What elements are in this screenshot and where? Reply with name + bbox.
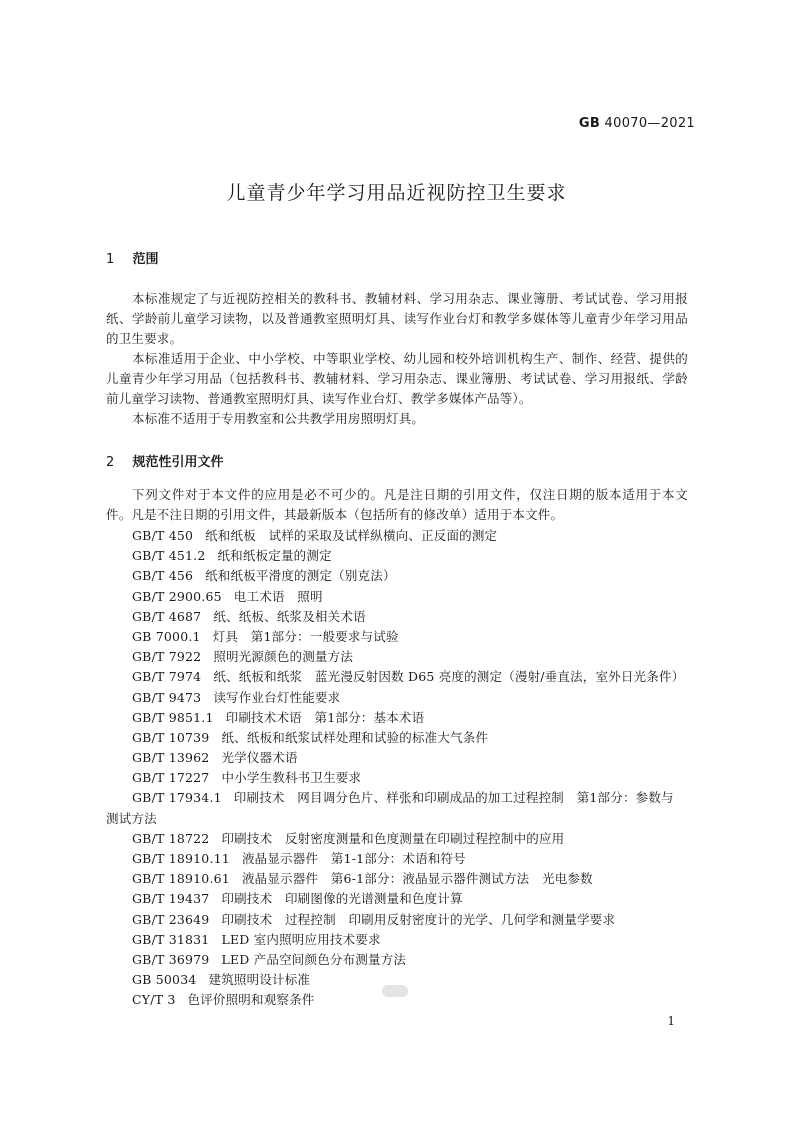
reference-title: 灯具 第1部分：一般要求与试验 <box>212 628 399 644</box>
reference-item <box>106 829 706 849</box>
reference-item-continuation <box>106 809 706 829</box>
reference-title: 纸、纸板、纸浆及相关术语 <box>213 608 366 624</box>
reference-item <box>106 526 706 546</box>
reference-title: 纸、纸板和纸浆 蓝光漫反射因数 D65 亮度的测定（漫射/垂直法，室外日光条件） <box>213 669 685 685</box>
reference-code: GB/T 9473 <box>132 689 202 705</box>
reference-title: 液晶显示器件 第1-1部分：术语和符号 <box>241 851 466 866</box>
reference-code: GB 7000.1 <box>132 628 201 644</box>
reference-title: 液晶显示器件 第6-1部分：液晶显示器件测试方法 光电参数 <box>241 871 593 887</box>
section-title: 规范性引用文件 <box>132 455 224 470</box>
reference-title: 纸、纸板和纸浆试样处理和试验的标准大气条件 <box>221 729 489 745</box>
section-number: 1 <box>106 252 115 267</box>
scope-paragraph-3: 本标准不适用于专用教室和公共教学用房照明灯具。 <box>132 411 425 426</box>
standard-number <box>579 116 695 131</box>
watermark-logo <box>382 985 408 997</box>
reference-title: 电工术语 照明 <box>233 588 323 604</box>
document-title: 儿童青少年学习用品近视防控卫生要求 <box>226 182 567 204</box>
reference-title: 纸和纸板平滑度的测定（别克法） <box>205 568 396 584</box>
reference-code: GB/T 451.2 <box>132 548 206 564</box>
reference-title: 印刷技术 过程控制 印刷用反射密度计的光学、几何学和测量学要求 <box>221 911 616 927</box>
reference-title: 照明光源颜色的测量方法 <box>213 649 354 665</box>
section-number: 2 <box>106 455 115 470</box>
reference-code: GB 50034 <box>132 972 197 988</box>
reference-title: 印刷技术 印刷图像的光谱测量和色度计算 <box>221 891 463 907</box>
reference-title: 印刷技术 反射密度测量和色度测量在印刷过程控制中的应用 <box>221 830 565 846</box>
reference-item <box>106 930 706 950</box>
section-heading-scope <box>106 248 159 267</box>
reference-code: GB/T 450 <box>132 528 194 543</box>
reference-code: GB/T 17227 <box>132 770 210 786</box>
reference-code: GB/T 18910.61 <box>132 871 230 887</box>
reference-code: GB/T 4687 <box>132 608 202 624</box>
reference-code: GB/T 23649 <box>132 911 210 927</box>
reference-title: LED 室内照明应用技术要求 <box>221 931 381 947</box>
reference-item <box>106 607 706 627</box>
reference-title: LED 产品空间颜色分布测量方法 <box>221 951 407 967</box>
reference-code: CY/T 3 <box>132 992 176 1008</box>
reference-item <box>106 768 706 788</box>
reference-code: GB/T 18722 <box>132 830 210 846</box>
reference-title: 印刷技术 网目调分色片、样张和印刷成品的加工过程控制 第1部分：参数与 <box>233 790 674 806</box>
standard-prefix: GB <box>578 116 601 131</box>
reference-code: GB/T 19437 <box>132 891 210 907</box>
reference-list <box>106 526 706 1011</box>
reference-code: GB/T 9851.1 <box>132 709 214 725</box>
reference-item <box>106 728 706 748</box>
reference-item <box>106 688 706 708</box>
reference-title: 纸和纸板 试样的采取及试样纵横向、正反面的测定 <box>205 528 498 543</box>
reference-code: GB/T 36979 <box>132 951 210 967</box>
reference-title: 测试方法 <box>106 810 157 826</box>
reference-title: 中小学生教科书卫生要求 <box>221 770 362 786</box>
reference-title: 读写作业台灯性能要求 <box>213 689 341 705</box>
scope-paragraph-1: 本标准规定了与近视防控相关的教科书、教辅材料、学习用杂志、课业簿册、考试试卷、学习用报纸、学龄前儿童学习读物，以及普通教室照明灯具、读写作业台灯和教学多媒体等儿童青少年学习用品的卫生要求。 <box>106 291 688 346</box>
references-intro: 下列文件对于本文件的应用是必不可少的。凡是注日期的引用文件，仅注日期的版本适用于本文件。凡是不注日期的引用文件，其最新版本（包括所有的修改单）适用于本文件。 <box>106 487 688 522</box>
reference-code: GB/T 7974 <box>132 669 202 685</box>
reference-title: 色评价照明和观察条件 <box>187 992 315 1008</box>
reference-item <box>106 587 706 607</box>
reference-item <box>106 748 706 768</box>
reference-item <box>106 788 706 808</box>
reference-title: 纸和纸板定量的测定 <box>217 548 332 564</box>
reference-code: GB/T 10739 <box>132 729 210 745</box>
reference-item <box>106 950 706 970</box>
scope-paragraph-2: 本标准适用于企业、中小学校、中等职业学校、幼儿园和校外培训机构生产、制作、经营、提供的儿童青少年学习用品（包括教科书、教辅材料、学习用杂志、课业簿册、考试试卷、学习用报纸、学龄前儿童学习读物、普通教室照明灯具、读写作业台灯、教学多媒体产品等）。 <box>106 351 688 406</box>
section-title: 范围 <box>132 252 159 267</box>
reference-item <box>106 546 706 566</box>
reference-item <box>106 647 706 667</box>
reference-item <box>106 849 706 869</box>
page-number: 1 <box>667 1014 675 1028</box>
reference-title: 印刷技术术语 第1部分：基本术语 <box>225 709 425 725</box>
reference-code: GB/T 2900.65 <box>132 588 222 604</box>
standard-code: 40070—2021 <box>604 116 695 131</box>
reference-item <box>106 708 706 728</box>
reference-title: 光学仪器术语 <box>221 750 298 766</box>
reference-item <box>106 910 706 930</box>
reference-title: 建筑照明设计标准 <box>208 972 311 988</box>
reference-code: GB/T 17934.1 <box>132 790 222 806</box>
reference-item <box>106 667 706 687</box>
reference-item <box>106 869 706 889</box>
reference-item <box>106 627 706 647</box>
reference-code: GB/T 18910.11 <box>132 851 230 866</box>
reference-code: GB/T 13962 <box>132 750 210 766</box>
reference-code: GB/T 7922 <box>132 649 202 665</box>
reference-item <box>106 566 706 586</box>
reference-code: GB/T 31831 <box>132 931 210 947</box>
reference-code: GB/T 456 <box>132 568 194 584</box>
section-heading-normative-references <box>106 451 224 470</box>
reference-item <box>106 889 706 909</box>
